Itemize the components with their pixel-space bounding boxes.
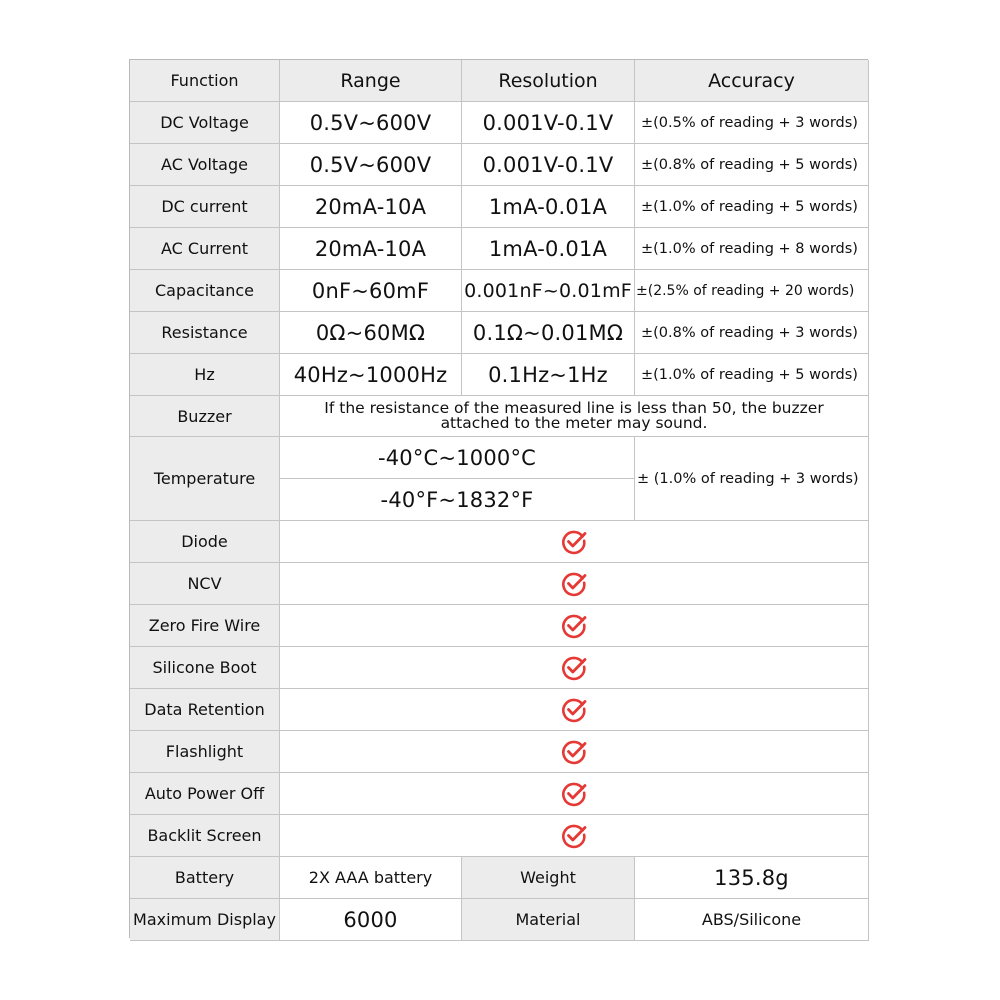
feature-supported — [280, 521, 869, 563]
temperature-range-celsius: -40°C~1000°C — [280, 437, 635, 479]
row-accuracy: ±(1.0% of reading + 8 words) — [635, 228, 869, 270]
row-accuracy: ±(2.5% of reading + 20 words) — [635, 270, 869, 312]
check-circle-icon — [560, 822, 588, 850]
row-function: DC current — [130, 186, 280, 228]
max-display-value: 6000 — [280, 899, 462, 941]
row-function: AC Voltage — [130, 144, 280, 186]
feature-label: Silicone Boot — [130, 647, 280, 689]
feature-supported — [280, 689, 869, 731]
row-range: 0.5V~600V — [280, 102, 462, 144]
row-function: AC Current — [130, 228, 280, 270]
feature-label: Zero Fire Wire — [130, 605, 280, 647]
buzzer-note: If the resistance of the measured line is less than 50, the buzzer attached to the meter may sound. — [280, 396, 869, 437]
feature-supported — [280, 563, 869, 605]
check-circle-icon — [560, 738, 588, 766]
row-resolution: 0.001nF~0.01mF — [462, 270, 635, 312]
check-circle-icon — [560, 654, 588, 682]
feature-label: Auto Power Off — [130, 773, 280, 815]
buzzer-label: Buzzer — [130, 396, 280, 437]
row-function: Resistance — [130, 312, 280, 354]
feature-supported — [280, 731, 869, 773]
row-accuracy: ±(1.0% of reading + 5 words) — [635, 186, 869, 228]
max-display-label: Maximum Display — [130, 899, 280, 941]
row-resolution: 0.001V-0.1V — [462, 144, 635, 186]
row-range: 0nF~60mF — [280, 270, 462, 312]
weight-label: Weight — [462, 857, 635, 899]
header-resolution: Resolution — [462, 60, 635, 102]
battery-label: Battery — [130, 857, 280, 899]
row-accuracy: ±(0.8% of reading + 5 words) — [635, 144, 869, 186]
temperature-label: Temperature — [130, 437, 280, 521]
row-resolution: 0.1Ω~0.01MΩ — [462, 312, 635, 354]
feature-label: NCV — [130, 563, 280, 605]
check-circle-icon — [560, 612, 588, 640]
check-circle-icon — [560, 780, 588, 808]
row-function: DC Voltage — [130, 102, 280, 144]
row-accuracy: ±(1.0% of reading + 5 words) — [635, 354, 869, 396]
row-range: 40Hz~1000Hz — [280, 354, 462, 396]
feature-supported — [280, 647, 869, 689]
header-function: Function — [130, 60, 280, 102]
feature-label: Flashlight — [130, 731, 280, 773]
header-range: Range — [280, 60, 462, 102]
row-range: 20mA-10A — [280, 186, 462, 228]
temperature-accuracy: ± (1.0% of reading + 3 words) — [635, 437, 869, 521]
row-function: Capacitance — [130, 270, 280, 312]
temperature-range-fahrenheit: -40°F~1832°F — [280, 479, 635, 521]
row-accuracy: ±(0.8% of reading + 3 words) — [635, 312, 869, 354]
row-resolution: 1mA-0.01A — [462, 186, 635, 228]
material-label: Material — [462, 899, 635, 941]
feature-supported — [280, 605, 869, 647]
check-circle-icon — [560, 528, 588, 556]
feature-label: Data Retention — [130, 689, 280, 731]
weight-value: 135.8g — [635, 857, 869, 899]
feature-label: Backlit Screen — [130, 815, 280, 857]
spec-table — [129, 59, 868, 938]
row-accuracy: ±(0.5% of reading + 3 words) — [635, 102, 869, 144]
row-range: 0Ω~60MΩ — [280, 312, 462, 354]
check-circle-icon — [560, 696, 588, 724]
feature-label: Diode — [130, 521, 280, 563]
check-circle-icon — [560, 570, 588, 598]
feature-supported — [280, 773, 869, 815]
row-range: 0.5V~600V — [280, 144, 462, 186]
material-value: ABS/Silicone — [635, 899, 869, 941]
row-range: 20mA-10A — [280, 228, 462, 270]
row-resolution: 0.1Hz~1Hz — [462, 354, 635, 396]
row-resolution: 0.001V-0.1V — [462, 102, 635, 144]
header-accuracy: Accuracy — [635, 60, 869, 102]
row-resolution: 1mA-0.01A — [462, 228, 635, 270]
row-function: Hz — [130, 354, 280, 396]
feature-supported — [280, 815, 869, 857]
battery-value: 2X AAA battery — [280, 857, 462, 899]
